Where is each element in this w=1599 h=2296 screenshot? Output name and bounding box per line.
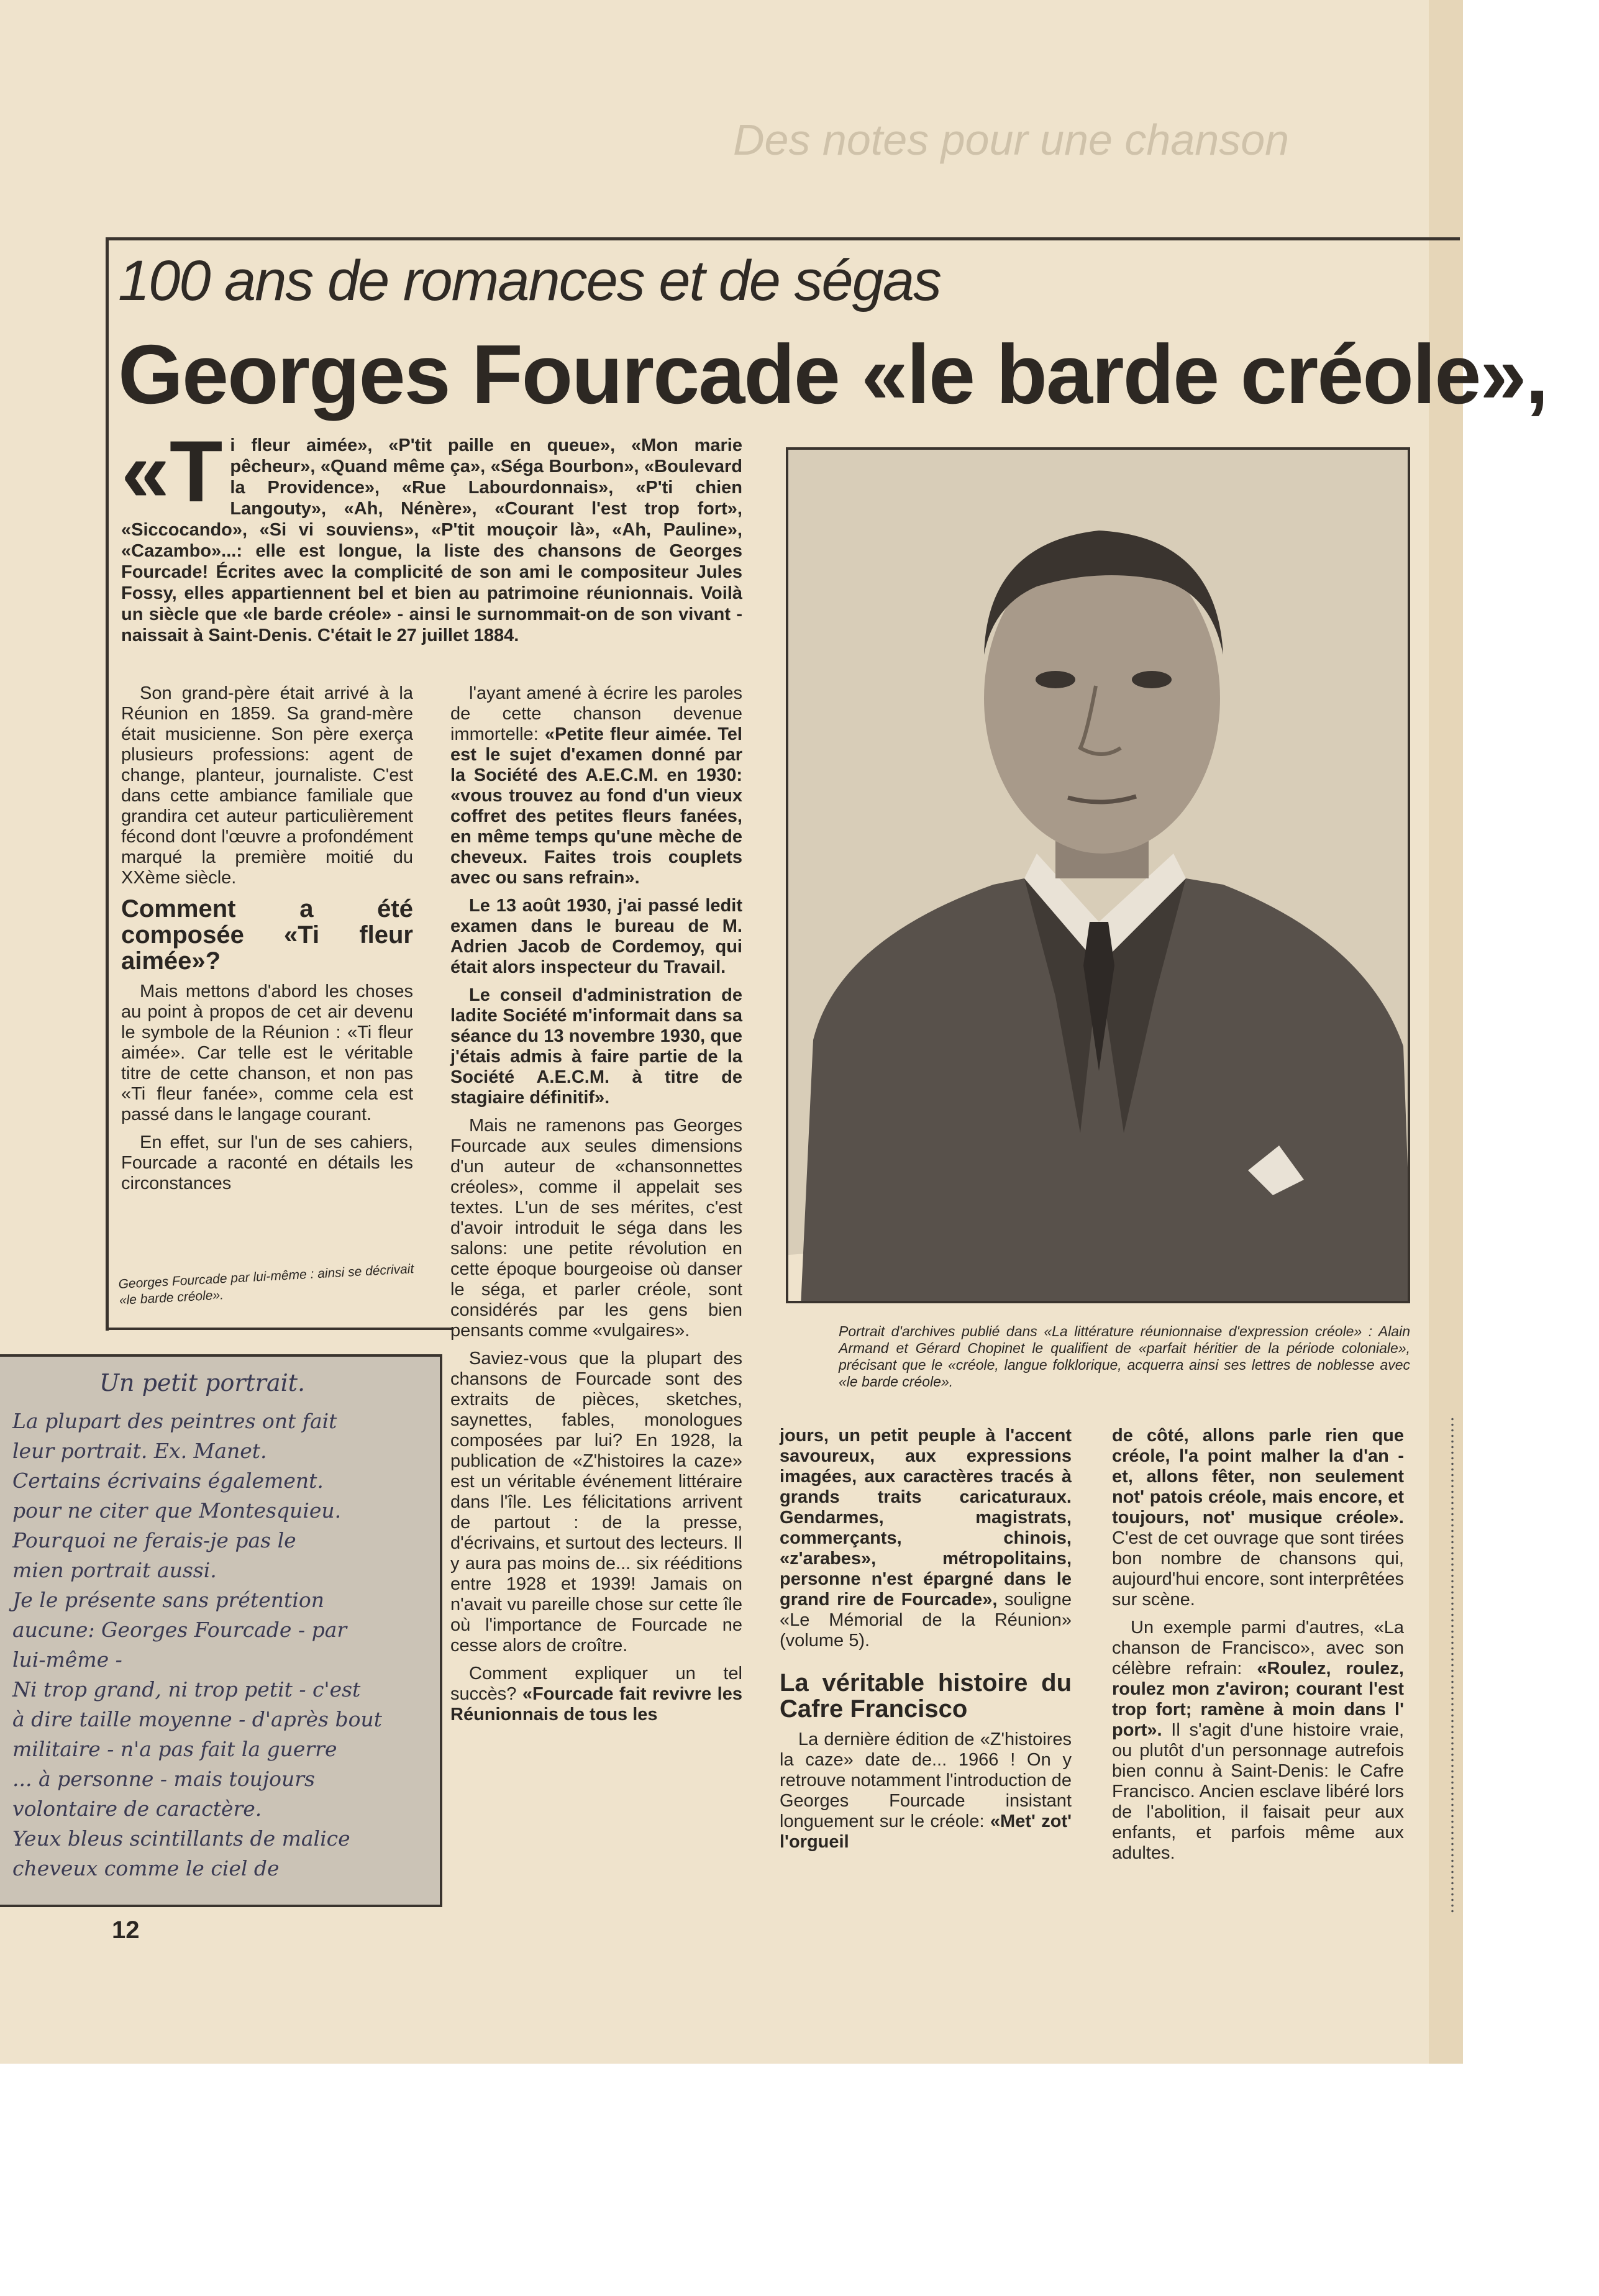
handwriting-caption: Georges Fourcade par lui-même : ainsi se décrivait «le barde créole». [118, 1262, 414, 1308]
col2-paragraph: Le 13 août 1930, j'ai passé ledit examen dans le bureau de M. Adrien Jacob de Cordemoy, qui était alors inspecteur du Travail. [450, 896, 742, 977]
column-dot-rule [1451, 1416, 1454, 1913]
col3-paragraph: jours, un petit peuple à l'accent savoureux, aux expressions imagées, aux caractères tracés à grands traits caricaturaux. Gendarmes, magistrats, commerçants, chinois, «z'arabes», métropolitains, personne n'est épargné dans le grand rire de Fourcade», souligne «Le Mémorial de la Réunion» (volume 5). [780, 1426, 1072, 1651]
col2-paragraph: Mais ne ramenons pas Georges Fourcade aux seules dimensions d'un auteur de «chansonnettes créoles», comme il appelait ses textes. L'un de ses mérites, c'est d'avoir introduit le séga dans les salons: une petite révolution en cette époque bourgeoise où danser le séga, et parler créole, sont considérés par les gens bien pensants comme «vulgaires». [450, 1116, 742, 1341]
handwriting-line: volontaire de caractère. [12, 1797, 262, 1821]
col2-paragraph: Saviez-vous que la plupart des chansons de Fourcade sont des extraits de pièces, sketches, saynettes, fables, monologues composées par lui? En 1928, la publication de «Z'histoires la caze» est un véritable événement littéraire dans l'île. Les félicitations arrivent de partout : de la presse, d'écrivains, et surtout des lecteurs. Il y aura pas moins de... six rééditions entre 1928 et 1939! Jamais on n'avait vu pareille chose sur cette île où l'importance de Fourcade ne cesse alors de croître. [450, 1349, 742, 1656]
col3-paragraph: La dernière édition de «Z'histoires la caze» date de... 1966 ! On y retrouve notamment l'introduction de Georges Fourcade insistant longuement sur le créole: «Met' zot' l'orgueil [780, 1729, 1072, 1852]
page-edge-shadow [1429, 0, 1463, 2064]
handwriting-line: ... à personne - mais toujours [12, 1767, 315, 1791]
handwriting-line: aucune: Georges Fourcade - par [12, 1618, 347, 1642]
column-2 [450, 683, 742, 1733]
col3-subhead: La véritable histoire du Cafre Francisco [780, 1669, 1072, 1723]
col2-paragraph: Le conseil d'administration de ladite Société m'informait dans sa séance du 13 novembre 1930, que j'étais admis à faire partie de la Société A.E.C.M. à titre de stagiaire définitif». [450, 985, 742, 1108]
col1-paragraph: En effet, sur l'un de ses cahiers, Fourcade a raconté en détails les circonstances [121, 1132, 413, 1193]
handwriting-line: Ni trop grand, ni trop petit - c'est [12, 1677, 361, 1702]
handwriting-line: mien portrait aussi. [12, 1558, 217, 1582]
portrait-photo [786, 447, 1410, 1303]
handwriting-line: militaire - n'a pas fait la guerre [12, 1737, 337, 1761]
column-3 [780, 1426, 1072, 1860]
left-column-rule [106, 237, 109, 1331]
lead-paragraph [121, 422, 742, 646]
left-column-bottom-rule [106, 1328, 453, 1330]
col2-paragraph: l'ayant amené à écrire les paroles de cette chanson devenue immortelle: «Petite fleur aimée. Tel est le sujet d'examen donné par la Société des A.E.C.M. en 1930: «vous trouvez au fond d'un vieux coffret des petites fleurs fanées, en même temps qu'une mèche de cheveux. Faites trois couplets avec ou sans refrain». [450, 683, 742, 888]
col1-subhead: Comment a été composée «Ti fleur aimée»? [121, 895, 413, 975]
portrait-illustration [788, 450, 1410, 1303]
handwriting-line: lui-même - [12, 1647, 122, 1672]
handwriting-line: Certains écrivains également. [12, 1469, 324, 1493]
page-number: 12 [112, 1916, 140, 1944]
photo-caption: Portrait d'archives publié dans «La littérature réunionnaise d'expression créole» : Alain Armand et Gérard Chopinet le qualifient de «parfait héritier de la période coloniale», précisant que le «créole, langue folklorique, acquerra ainsi ses lettres de noblesse avec «le barde créole». [839, 1323, 1410, 1390]
handwriting-sheet [0, 1357, 442, 1907]
col4-paragraph: de côté, allons parle rien que créole, l'a point malher la d'an - et, allons fêter, non seulement not' patois créole, mais encore, et toujours, not' musique créole». C'est de cet ouvrage que sont tirées bon nombre de chansons qui, aujourd'hui encore, sont interprêtées sur scène. [1112, 1426, 1404, 1610]
col2-paragraph: Comment expliquer un tel succès? «Fourcade fait revivre les Réunionnais de tous les [450, 1664, 742, 1724]
drop-cap: «T [121, 422, 223, 520]
column-4 [1112, 1426, 1404, 1871]
handwriting-line: leur portrait. Ex. Manet. [12, 1439, 267, 1463]
col1-paragraph: Son grand-père était arrivé à la Réunion en 1859. Sa grand-mère était musicienne. Son père exerça plusieurs professions: agent de change, planteur, journaliste. C'est dans cette ambiance familiale que grandira cet auteur particulièrement fécond dont l'œuvre a profondément marqué la première moitié du XXème siècle. [121, 683, 413, 888]
article-headline: Georges Fourcade «le barde créole», [118, 327, 1548, 421]
header-rule [106, 237, 1460, 240]
handwriting-line: à dire taille moyenne - d'après bout [12, 1707, 382, 1731]
handwriting-line: cheveux comme le ciel de [12, 1856, 280, 1880]
bleed-through-text: Des notes pour une chanson [733, 116, 1290, 164]
handwritten-note [0, 1354, 442, 1907]
column-1 [121, 683, 413, 1201]
lead-text: i fleur aimée», «P'tit paille en queue», «Mon marie pêcheur», «Quand même ça», «Séga Bourbon», «Boulevard la Providence», «Rue Labourdonnais», «P'ti chien Langouty», «Ah, Nénère», «Courant l'est trop fort», «Siccocando», «Si vi souviens», «P'tit mouçoir là», «Ah, Pauline», «Cazambo»...: elle est longue, la liste des chansons de Georges Fourcade! Écrites avec la complicité de son ami le compositeur Jules Fossy, elles appartiennent bel et bien au patrimoine réunionnais. Voilà un siècle que «le barde créole» - ainsi le surnommait-on de son vivant - naissait à Saint-Denis. C'était le 27 juillet 1884. [121, 435, 742, 645]
handwriting-line: Yeux bleus scintillants de malice [12, 1826, 350, 1851]
col4-paragraph: Un exemple parmi d'autres, «La chanson de Francisco», avec son célèbre refrain: «Roulez, roulez, roulez mon z'aviron; courant l'est trop fort; ramène à moin dans l' port». Il s'agit d'une histoire vraie, ou plutôt d'un personnage autrefois bien connu à Saint-Denis: le Cafre Francisco. Ancien esclave libéré lors de l'abolition, il faisait peur aux enfants, et parfois même aux adultes. [1112, 1618, 1404, 1863]
handwriting-title: Un petit portrait. [99, 1369, 306, 1396]
col1-paragraph: Mais mettons d'abord les choses au point à propos de cet air devenu le symbole de la Réunion : «Ti fleur aimée». Car telle est le véritable titre de cette chanson, et non pas «Ti fleur fanée», comme cela est passé dans le langage courant. [121, 982, 413, 1124]
handwriting-line: Je le présente sans prétention [12, 1588, 324, 1612]
handwriting-line: Pourquoi ne ferais-je pas le [12, 1528, 296, 1552]
article-kicker: 100 ans de romances et de ségas [118, 249, 941, 312]
handwriting-line: pour ne citer que Montesquieu. [12, 1498, 342, 1523]
handwriting-line: La plupart des peintres ont fait [12, 1409, 337, 1433]
